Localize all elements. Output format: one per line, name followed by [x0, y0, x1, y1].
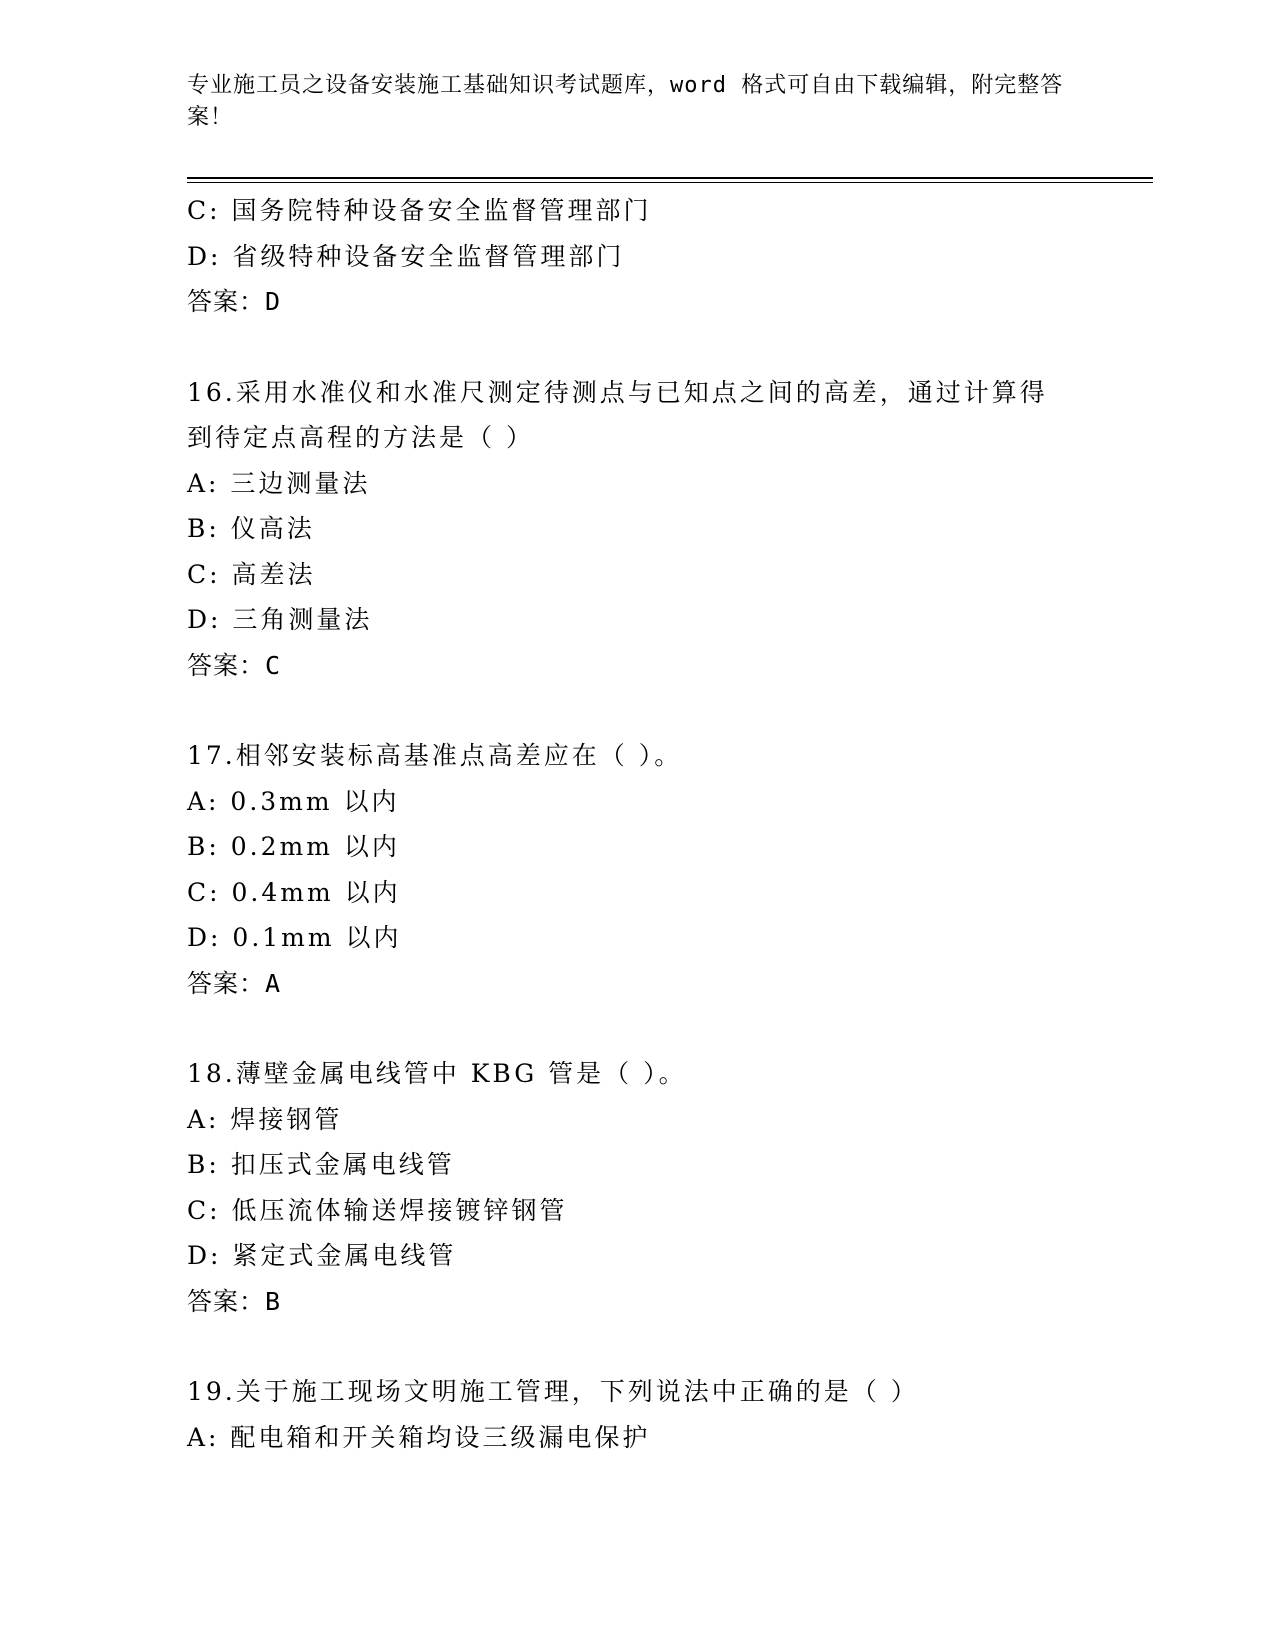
- option-d: D: 0.1mm 以内: [187, 923, 402, 952]
- answer-line: 答案：C: [187, 650, 282, 680]
- document-body: [187, 188, 1087, 1460]
- option-d: D: 紧定式金属电线管: [187, 1241, 457, 1270]
- option-a: A: 三边测量法: [187, 468, 371, 498]
- spacer: [187, 688, 1087, 733]
- spacer: [187, 1324, 1087, 1369]
- option-c: C: 0.4mm 以内: [187, 877, 401, 907]
- spacer: [187, 1006, 1087, 1051]
- option-a: A: 焊接钢管: [187, 1104, 343, 1134]
- option-c: C: 国务院特种设备安全监督管理部门: [187, 196, 652, 225]
- question-15-continuation: [187, 188, 1087, 325]
- question-stem: 17.相邻安装标高基准点高差应在（ ）。: [187, 741, 683, 770]
- answer-line: 答案：A: [187, 968, 282, 998]
- option-c: C: 高差法: [187, 559, 316, 589]
- option-d: D: 省级特种设备安全监督管理部门: [187, 241, 625, 271]
- header-rule: [187, 177, 1153, 179]
- option-c: C: 低压流体输送焊接镀锌钢管: [187, 1195, 568, 1225]
- question-stem: 19.关于施工现场文明施工管理，下列说法中正确的是（ ）: [187, 1377, 919, 1406]
- question-18: [187, 1051, 1087, 1324]
- spacer: [187, 325, 1087, 370]
- header-rule-thin: [187, 182, 1153, 183]
- question-17: [187, 733, 1087, 1006]
- question-16: [187, 370, 1087, 689]
- page-header: 专业施工员之设备安装施工基础知识考试题库，word 格式可自由下载编辑，附完整答案！: [187, 73, 1064, 130]
- option-a: A: 0.3mm 以内: [187, 786, 400, 816]
- option-a: A: 配电箱和开关箱均设三级漏电保护: [187, 1422, 651, 1452]
- option-b: B: 仪高法: [187, 514, 315, 543]
- question-stem-continued: 到待定点高程的方法是（ ）: [187, 423, 534, 452]
- question-stem: 18.薄壁金属电线管中 KBG 管是（ ）。: [187, 1059, 687, 1088]
- question-19: [187, 1369, 1087, 1460]
- question-stem: 16.采用水准仪和水准尺测定待测点与已知点之间的高差，通过计算得: [187, 377, 1048, 407]
- option-d: D: 三角测量法: [187, 605, 373, 634]
- option-b: B: 扣压式金属电线管: [187, 1150, 455, 1179]
- answer-line: 答案：D: [187, 287, 282, 316]
- option-b: B: 0.2mm 以内: [187, 832, 400, 861]
- answer-line: 答案：B: [187, 1286, 282, 1316]
